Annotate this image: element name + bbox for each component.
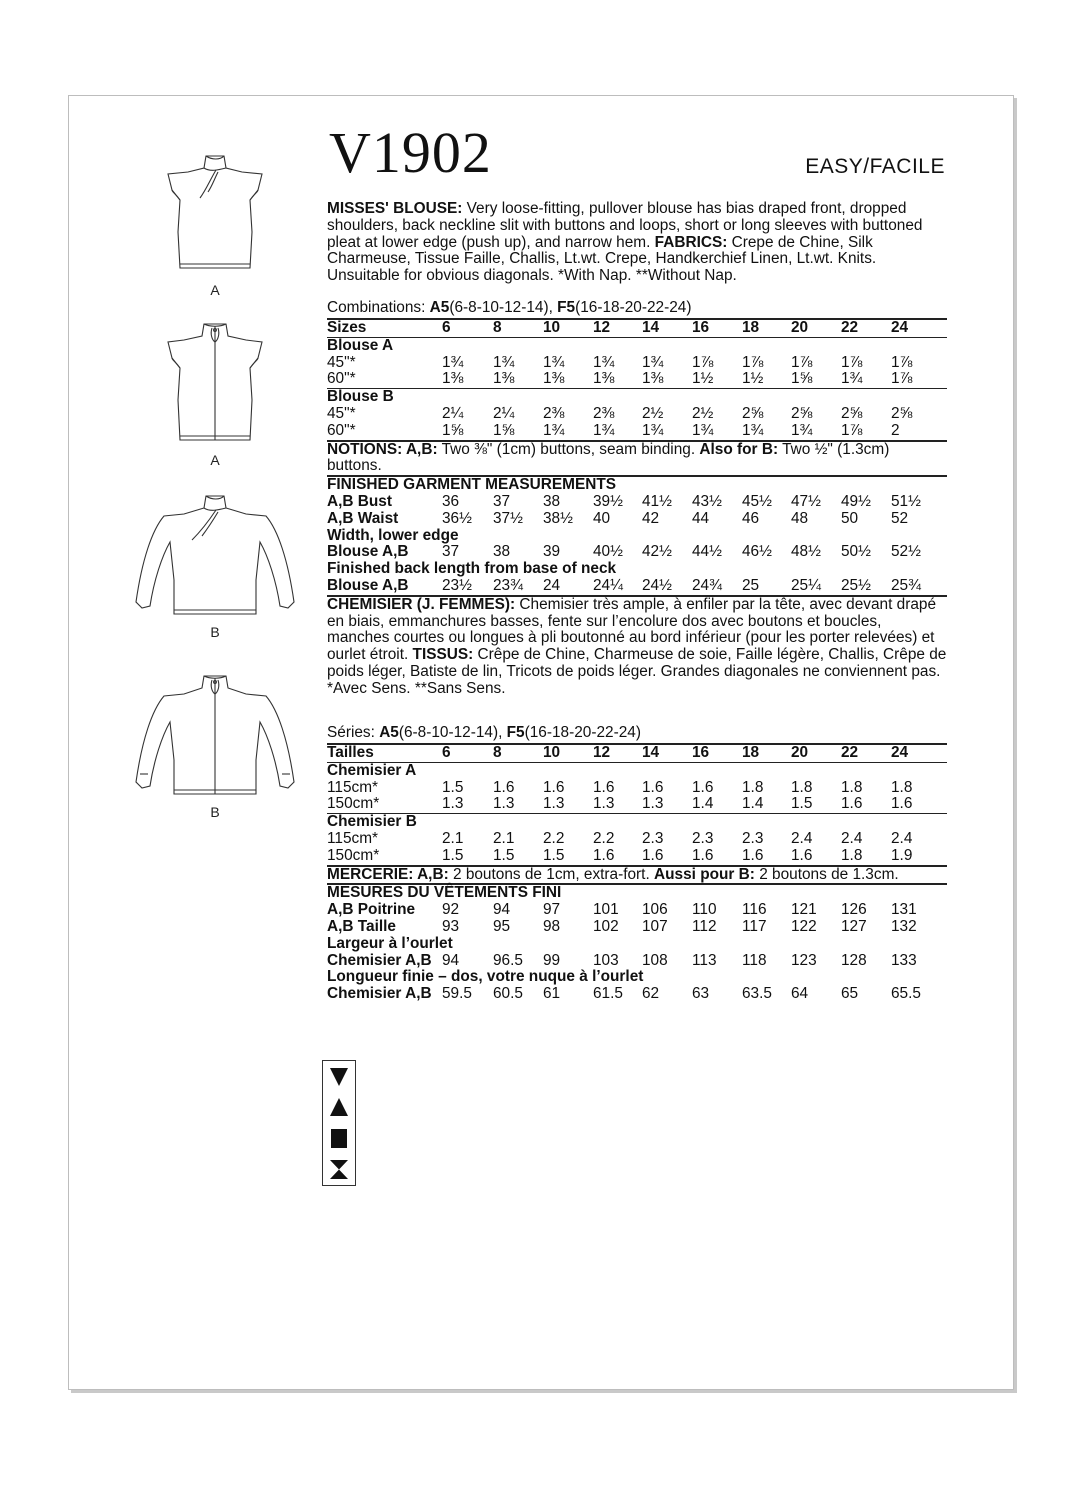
table-cell: 48½: [791, 543, 821, 561]
series-line: Séries: A5(6-8-10-12-14), F5(16-18-20-22-24): [327, 724, 641, 741]
table-cell: 16: [692, 744, 710, 761]
table-cell: 102: [593, 917, 619, 935]
table-cell: 94: [442, 951, 460, 969]
row-label: A,B Taille: [327, 917, 396, 935]
tailles-header-row: [327, 745, 947, 762]
table-cell: 1⅞: [841, 421, 863, 439]
table-cell: 1¾: [841, 370, 863, 388]
table-cell: 44½: [692, 543, 722, 561]
desc-text: Very loose-fitting, pullover blouse has bias draped front, dropped shoulders, back neckline slit with buttons and loops, short or long sleeves with buttoned pleat at lower edge (push up), and narrow hem.: [327, 200, 923, 251]
table-cell: 1.8: [791, 778, 813, 796]
table-cell: 1.8: [841, 778, 863, 796]
chemisier-b-title: Chemisier B: [327, 813, 417, 831]
sizes-header-row: [327, 320, 947, 337]
table-cell: 1¾: [791, 421, 813, 439]
table-cell: 116: [742, 901, 767, 919]
row-label: 60"*: [327, 370, 356, 388]
hourglass-icon: [323, 1154, 355, 1185]
table-cell: 126: [841, 901, 867, 919]
table-cell: 2⅝: [742, 404, 764, 422]
table-cell: 2.4: [891, 829, 913, 847]
table-cell: 8: [493, 744, 502, 761]
table-cell: 117: [742, 917, 767, 935]
table-cell: 23½: [442, 576, 472, 594]
table-cell: 1¾: [642, 353, 664, 371]
table-cell: 1¾: [593, 353, 615, 371]
table-cell: 98: [543, 917, 561, 935]
table-row: [327, 544, 947, 561]
blouse-b-front-icon: [130, 490, 300, 622]
table-cell: 38: [543, 492, 561, 510]
table-cell: 2.3: [742, 829, 764, 847]
table-cell: 1⅝: [791, 370, 813, 388]
triangle-up-icon: [323, 1092, 355, 1123]
blouse-b-title: Blouse B: [327, 388, 394, 406]
table-cell: 1.4: [692, 795, 714, 813]
table-cell: 24¼: [593, 576, 623, 594]
width-title: Width, lower edge: [327, 526, 459, 544]
pattern-number: V1902: [329, 120, 492, 185]
triangle-down-icon: [323, 1061, 355, 1092]
table-cell: 1¾: [493, 353, 515, 371]
french-yardage-table: [327, 723, 947, 1003]
table-cell: 1⅞: [692, 353, 714, 371]
table-cell: 25: [742, 576, 760, 594]
table-cell: 52½: [891, 543, 921, 561]
table-cell: 1.3: [493, 795, 515, 813]
table-cell: 1.5: [493, 846, 515, 864]
table-row: [327, 423, 947, 440]
table-cell: 43½: [692, 492, 722, 510]
illustration-label: B: [210, 624, 220, 640]
table-cell: 2⅜: [543, 404, 565, 422]
table-cell: 36½: [442, 509, 472, 527]
table-cell: 1.6: [642, 846, 664, 864]
table-cell: 1⅜: [593, 370, 615, 388]
table-cell: 1⅜: [543, 370, 565, 388]
table-cell: 2⅝: [891, 404, 913, 422]
table-cell: 42: [642, 509, 660, 527]
table-cell: 101: [593, 901, 619, 919]
table-cell: 122: [791, 917, 817, 935]
table-cell: 6: [442, 319, 451, 336]
table-cell: 24: [543, 576, 561, 594]
mercerie-text: MERCERIE: A,B: 2 boutons de 1cm, extra-fort. Aussi pour B: 2 boutons de 1.3cm.: [327, 865, 899, 883]
table-cell: 103: [593, 951, 619, 969]
table-cell: 40: [593, 509, 611, 527]
table-cell: 127: [841, 917, 867, 935]
table-cell: 132: [891, 917, 917, 935]
finished-title: FINISHED GARMENT MEASUREMENTS: [327, 476, 617, 494]
chemisier-a-title: Chemisier A: [327, 761, 417, 779]
table-cell: 1¾: [543, 353, 565, 371]
mesures-title: MESURES DU VÊTEMENTS FINI: [327, 884, 562, 902]
table-row: [327, 796, 947, 813]
table-cell: 1.5: [442, 778, 464, 796]
table-cell: 23¾: [493, 576, 523, 594]
table-cell: 2½: [692, 404, 714, 422]
table-cell: 65.5: [891, 985, 921, 1003]
table-cell: 112: [692, 917, 717, 935]
table-cell: 1.6: [543, 778, 565, 796]
table-cell: 1⅜: [493, 370, 515, 388]
table-cell: 1⅞: [891, 370, 913, 388]
table-cell: 1.6: [891, 795, 913, 813]
table-cell: 92: [442, 901, 460, 919]
table-cell: 2.3: [692, 829, 714, 847]
illustration-b-back: [130, 670, 300, 820]
table-cell: 64: [791, 985, 809, 1003]
row-label: 60"*: [327, 421, 356, 439]
table-cell: 1.8: [841, 846, 863, 864]
table-cell: 2⅝: [841, 404, 863, 422]
table-cell: 6: [442, 744, 451, 761]
row-label: A,B Poitrine: [327, 901, 416, 919]
table-cell: 1.9: [891, 846, 913, 864]
table-cell: 20: [791, 744, 809, 761]
table-cell: 1.6: [493, 778, 515, 796]
table-cell: 39½: [593, 492, 623, 510]
table-cell: 1⅜: [442, 370, 464, 388]
table-cell: 14: [642, 319, 660, 336]
illustration-a-front: [160, 150, 270, 305]
english-yardage-table: [327, 298, 947, 698]
table-cell: 1½: [692, 370, 714, 388]
table-cell: 1.5: [791, 795, 813, 813]
table-cell: 128: [841, 951, 867, 969]
table-cell: 65: [841, 985, 859, 1003]
table-cell: 113: [692, 951, 717, 969]
row-label: Tailles: [327, 744, 374, 761]
row-label: Sizes: [327, 319, 367, 336]
table-cell: 1.6: [742, 846, 764, 864]
table-cell: 1⅞: [791, 353, 813, 371]
longueur-title: Longueur finie – dos, votre nuque à l’ourlet: [327, 968, 644, 986]
table-cell: 18: [742, 319, 760, 336]
difficulty-label: EASY/FACILE: [805, 155, 945, 178]
table-cell: 52: [891, 509, 909, 527]
table-cell: 36: [442, 492, 460, 510]
table-cell: 1.3: [593, 795, 615, 813]
table-cell: 107: [642, 917, 668, 935]
notions-text: NOTIONS: A,B: Two ⅜" (1cm) buttons, seam binding. Also for B: Two ½" (1.3cm) buttons.: [327, 440, 890, 475]
table-cell: 1.6: [593, 846, 615, 864]
table-cell: 51½: [891, 492, 921, 510]
table-cell: 2⅜: [593, 404, 615, 422]
table-cell: 99: [543, 951, 561, 969]
table-cell: 1.3: [543, 795, 565, 813]
table-cell: 61: [543, 985, 561, 1003]
table-row: [327, 578, 947, 595]
table-cell: 1⅞: [841, 353, 863, 371]
illustration-label: A: [210, 452, 220, 468]
table-cell: 1.8: [742, 778, 764, 796]
table-cell: 16: [692, 319, 710, 336]
table-cell: 97: [543, 901, 561, 919]
table-cell: 2.2: [593, 829, 615, 847]
table-cell: 1¾: [692, 421, 714, 439]
table-cell: 95: [493, 917, 511, 935]
length-title: Finished back length from base of neck: [327, 560, 617, 578]
table-row: [327, 355, 947, 372]
table-cell: 1.5: [543, 846, 565, 864]
table-cell: 14: [642, 744, 660, 761]
symbol-key: [322, 1060, 356, 1186]
row-label: 115cm*: [327, 778, 379, 796]
table-cell: 1.6: [692, 778, 714, 796]
table-cell: 24: [891, 319, 909, 336]
table-cell: 1¾: [742, 421, 764, 439]
table-cell: 12: [593, 744, 611, 761]
table-cell: 24: [891, 744, 909, 761]
table-row: [327, 953, 947, 970]
square-icon: [323, 1123, 355, 1154]
table-cell: 1⅝: [442, 421, 464, 439]
table-cell: 63: [692, 985, 710, 1003]
table-cell: 106: [642, 901, 668, 919]
table-cell: 94: [493, 901, 511, 919]
table-cell: 10: [543, 319, 561, 336]
table-row: [327, 986, 947, 1003]
table-cell: 118: [742, 951, 767, 969]
table-cell: 1.3: [442, 795, 464, 813]
blouse-a-back-icon: [160, 318, 270, 448]
row-label: 45"*: [327, 404, 356, 422]
table-cell: 50½: [841, 543, 871, 561]
table-cell: 2.2: [543, 829, 565, 847]
row-label: A,B Bust: [327, 492, 392, 510]
table-cell: 38½: [543, 509, 573, 527]
table-cell: 2.1: [442, 829, 464, 847]
table-cell: 1.8: [891, 778, 913, 796]
table-cell: 1¾: [642, 421, 664, 439]
table-cell: 44: [692, 509, 710, 527]
table-cell: 1.6: [642, 778, 664, 796]
row-label: 150cm*: [327, 846, 380, 864]
table-cell: 24½: [642, 576, 672, 594]
table-cell: 37½: [493, 509, 523, 527]
table-cell: 12: [593, 319, 611, 336]
table-cell: 1.3: [642, 795, 664, 813]
table-cell: 40½: [593, 543, 623, 561]
table-cell: 1.6: [841, 795, 863, 813]
table-cell: 47½: [791, 492, 821, 510]
table-cell: 2.4: [841, 829, 863, 847]
table-cell: 37: [442, 543, 460, 561]
table-cell: 2.3: [642, 829, 664, 847]
table-cell: 133: [891, 951, 917, 969]
table-cell: 46: [742, 509, 760, 527]
table-cell: 1⅝: [493, 421, 515, 439]
table-cell: 39: [543, 543, 561, 561]
english-description: [327, 201, 952, 285]
table-row: [327, 831, 947, 848]
table-cell: 1¾: [593, 421, 615, 439]
table-cell: 25¾: [891, 576, 921, 594]
table-cell: 45½: [742, 492, 772, 510]
table-cell: 63.5: [742, 985, 772, 1003]
table-cell: 20: [791, 319, 809, 336]
table-cell: 59.5: [442, 985, 472, 1003]
table-cell: 46½: [742, 543, 772, 561]
table-row: [327, 511, 947, 528]
french-description: CHEMISIER (J. FEMMES): Chemisier très ample, à enfiler par la tête, avec devant drapé en biais, emmanchures basses, fente sur l’encolure dos avec boutons et boucles, manches courtes ou longues à pli boutonné au bord inférieur (pour les porter relevées) et ourlet étroit. TISSUS: Crêpe de Chine, Charmeuse de soie, Faille légère, Challis, Crêpe de poids léger, Batiste de lin, Tricots de poids léger. Grandes diagonales ne conviennent pas. *Avec Sens. **Sans Sens.: [327, 595, 947, 697]
table-row: [327, 848, 947, 865]
desc-title: MISSES' BLOUSE:: [327, 200, 463, 217]
row-label: Blouse A,B: [327, 576, 409, 594]
row-label: A,B Waist: [327, 509, 399, 527]
largeur-title: Largeur à l’ourlet: [327, 934, 453, 952]
table-cell: 49½: [841, 492, 871, 510]
blouse-a-title: Blouse A: [327, 336, 394, 354]
table-cell: 2⅝: [791, 404, 813, 422]
blouse-b-back-icon: [130, 670, 300, 800]
table-cell: 10: [543, 744, 561, 761]
table-cell: 22: [841, 744, 859, 761]
table-row: [327, 406, 947, 423]
fabrics-label: FABRICS:: [654, 233, 728, 251]
table-cell: 1⅞: [742, 353, 764, 371]
table-cell: 93: [442, 917, 460, 935]
table-cell: 1.4: [742, 795, 764, 813]
table-cell: 48: [791, 509, 809, 527]
row-label: Chemisier A,B: [327, 985, 432, 1003]
table-cell: 61.5: [593, 985, 623, 1003]
illustration-label: A: [210, 282, 220, 298]
table-cell: 1¾: [543, 421, 565, 439]
table-cell: 2.4: [791, 829, 813, 847]
table-cell: 1.6: [593, 778, 615, 796]
table-cell: 1⅞: [891, 353, 913, 371]
table-cell: 25¼: [791, 576, 821, 594]
table-cell: 22: [841, 319, 859, 336]
table-cell: 50: [841, 509, 859, 527]
illustration-b-front: [130, 490, 300, 645]
table-cell: 1⅜: [642, 370, 664, 388]
row-label: 115cm*: [327, 829, 379, 847]
table-cell: 2¼: [493, 404, 515, 422]
table-cell: 123: [791, 951, 817, 969]
combinations-line: Combinations: A5(6-8-10-12-14), F5(16-18-20-22-24): [327, 299, 692, 316]
table-cell: 96.5: [493, 951, 523, 969]
table-cell: 8: [493, 319, 502, 336]
table-row: [327, 371, 947, 388]
table-cell: 2¼: [442, 404, 464, 422]
illustration-a-back: [160, 318, 270, 473]
table-cell: 42½: [642, 543, 672, 561]
row-label: 150cm*: [327, 795, 380, 813]
table-cell: 2.1: [493, 829, 515, 847]
fabrics-text: Crepe de Chine, Silk Charmeuse, Tissue Faille, Challis, Lt.wt. Crepe, Handkerchief Linen, Lt.wt. Knits. Unsuitable for obvious diagonals. *With Nap. **Without Nap.: [327, 233, 877, 285]
table-cell: 60.5: [493, 985, 523, 1003]
table-cell: 2½: [642, 404, 664, 422]
table-cell: 37: [493, 492, 511, 510]
row-label: Blouse A,B: [327, 543, 409, 561]
table-cell: 18: [742, 744, 760, 761]
table-cell: 1¾: [442, 353, 464, 371]
table-cell: 41½: [642, 492, 672, 510]
table-row: [327, 780, 947, 797]
table-cell: 1.6: [692, 846, 714, 864]
table-cell: 1.5: [442, 846, 464, 864]
table-cell: 25½: [841, 576, 871, 594]
table-cell: 1.6: [791, 846, 813, 864]
table-cell: 62: [642, 985, 660, 1003]
row-label: Chemisier A,B: [327, 951, 432, 969]
row-label: 45"*: [327, 353, 356, 371]
table-row: [327, 902, 947, 919]
blouse-a-front-icon: [160, 150, 270, 280]
table-row: [327, 919, 947, 936]
table-cell: 131: [891, 901, 917, 919]
illustration-label: B: [210, 804, 220, 820]
table-cell: 121: [791, 901, 817, 919]
table-cell: 108: [642, 951, 668, 969]
table-cell: 110: [692, 901, 717, 919]
table-cell: 24¾: [692, 576, 722, 594]
table-row: [327, 494, 947, 511]
table-cell: 2: [891, 421, 900, 439]
table-cell: 1½: [742, 370, 764, 388]
table-cell: 38: [493, 543, 511, 561]
